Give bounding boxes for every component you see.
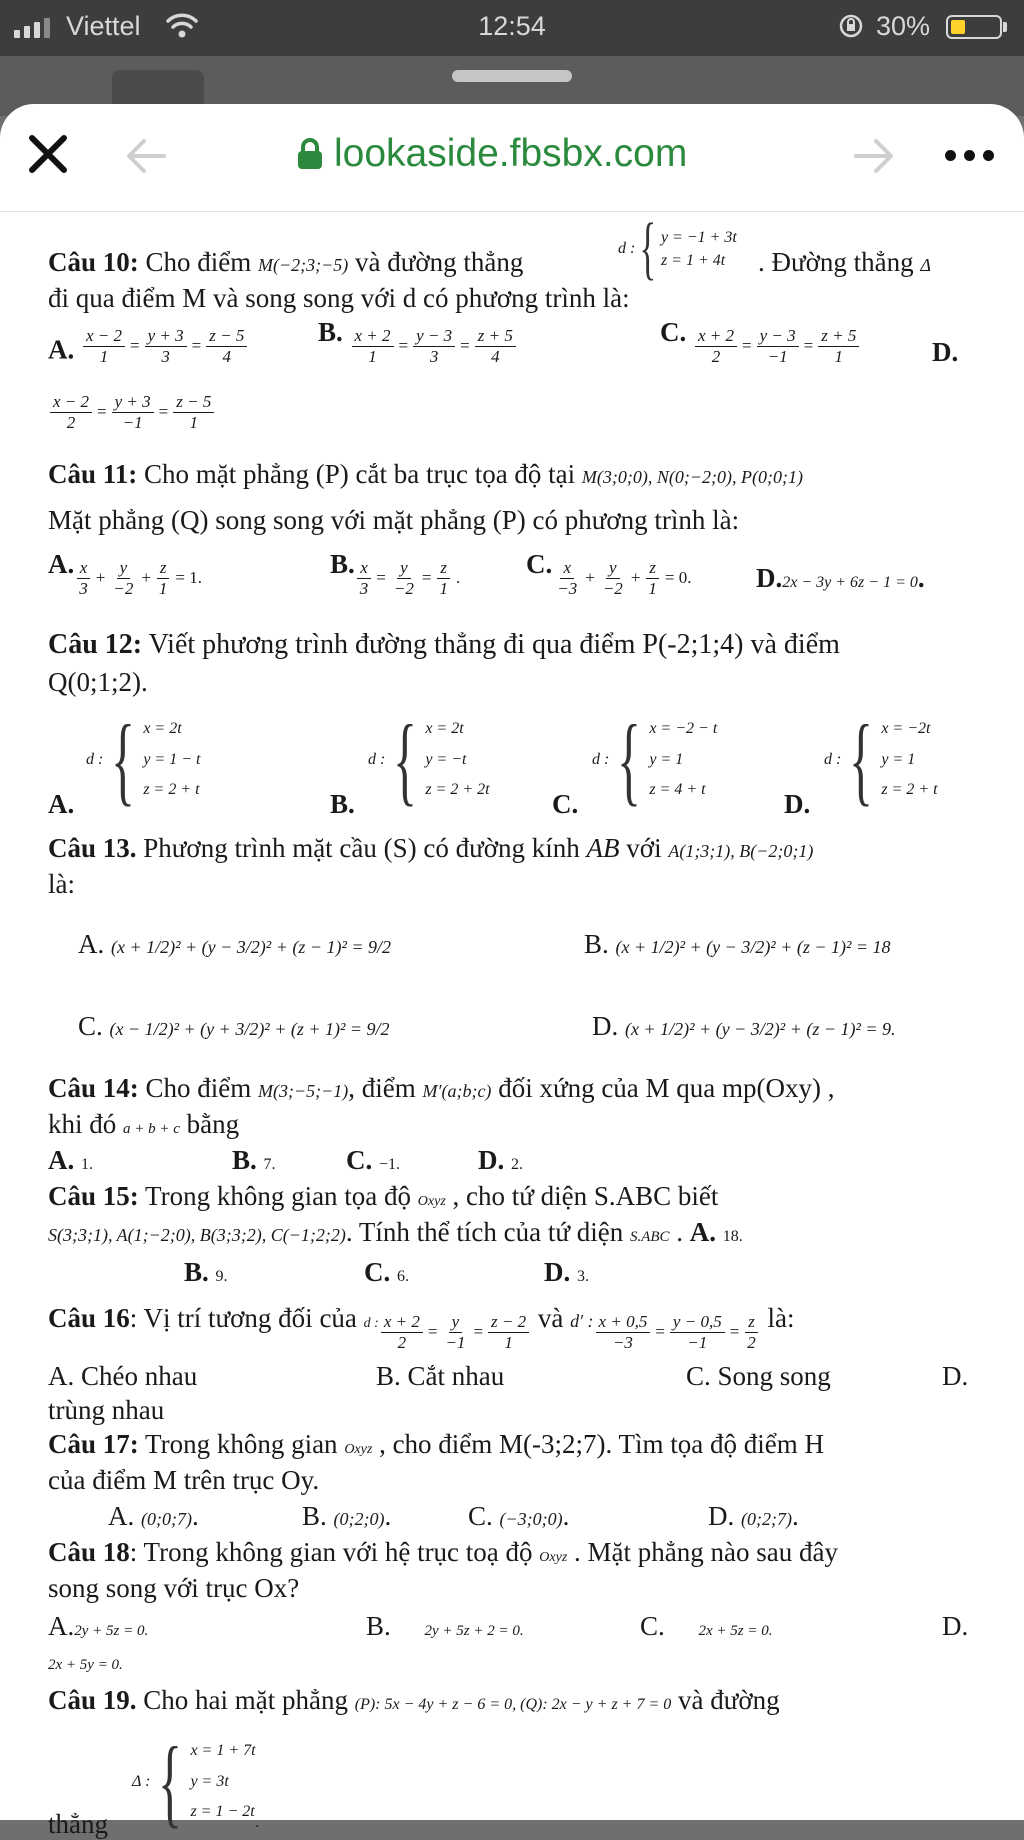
- q10-option-d[interactable]: D.: [932, 337, 959, 367]
- forward-arrow-icon[interactable]: [852, 136, 896, 176]
- fraction: $\frac{z - 5}{1}$: [173, 392, 214, 432]
- fraction: $\frac{z - 5}{4}$: [206, 326, 247, 366]
- operator: =: [655, 1321, 665, 1341]
- back-arrow-icon[interactable]: [124, 136, 168, 176]
- fraction: $\frac{x + 2}{2}$: [381, 1312, 423, 1352]
- rotation-lock-icon: [838, 13, 864, 39]
- q12-option-a[interactable]: A. d : { x = 2t y = 1 − t z = 2 + t: [48, 704, 201, 819]
- q11-stem-2: Mặt phẳng (Q) song song với mặt phẳng (P) có phương trình là:: [48, 505, 740, 535]
- operator: =: [130, 335, 140, 355]
- fraction: $\frac{y}{-2}$: [113, 558, 134, 598]
- fraction: $\frac{y + 3}{3}$: [145, 326, 187, 366]
- q19-line-system: thẳng Δ : { x = 1 + 7t y = 3t z = 1 − 2t .: [48, 1726, 260, 1839]
- q15-stem-2: S(3;3;1), A(1;−2;0), B(3;3;2), C(−1;2;2). Tính thể tích của tứ diện S.ABC . A. 18.: [48, 1217, 743, 1247]
- fraction: $\frac{x}{3}$: [76, 558, 91, 598]
- operator: +: [585, 567, 595, 587]
- q16-option-a[interactable]: A. Chéo nhau: [48, 1361, 198, 1391]
- fraction: $\frac{x + 2}{1}$: [352, 326, 394, 366]
- q13-stem: Câu 13. Phương trình mặt cầu (S) có đường kính AB với A(1;3;1), B(−2;0;1): [48, 833, 814, 863]
- q11-option-d[interactable]: D.2x − 3y + 6z − 1 = 0.: [756, 563, 925, 593]
- q11-option-a[interactable]: A. $\frac{x}{3}$ + $\frac{y}{-2}$ + $\frac{z}{1}$ = 1.: [48, 549, 203, 598]
- fraction: $\frac{x}{3}$: [357, 558, 372, 598]
- q14-stem-2: khi đó a + b + c bằng: [48, 1109, 240, 1139]
- q14-option-c[interactable]: C. −1.: [346, 1145, 401, 1175]
- q10-stem-2: đi qua điểm M và song song với d có phương trình là:: [48, 283, 630, 313]
- q12-stem: Câu 12: Viết phương trình đường thẳng đi qua điểm P(-2;1;4) và điểm: [48, 629, 840, 660]
- q18-option-d-value: 2x + 5y = 0.: [48, 1657, 123, 1673]
- q11-stem: Câu 11: Cho mặt phẳng (P) cắt ba trục tọa độ tại M(3;0;0), N(0;−2;0), P(0;0;1): [48, 459, 803, 489]
- operator: =: [473, 1321, 484, 1341]
- q18-option-c[interactable]: C. 2x + 5z = 0.: [640, 1611, 773, 1641]
- operator: =: [421, 567, 432, 587]
- more-menu-icon[interactable]: [945, 150, 994, 161]
- q10-stem-end: . Đường thẳng Δ: [758, 247, 931, 277]
- q10-stem: Câu 10: Cho điểm M(−2;3;−5) và đường thẳng: [48, 247, 524, 277]
- q13-stem-2: là:: [48, 869, 75, 899]
- operator: =: [158, 401, 169, 421]
- q16-option-d[interactable]: D.: [942, 1361, 969, 1391]
- q15-stem: Câu 15: Trong không gian tọa độ Oxyz , cho tứ diện S.ABC biết: [48, 1181, 719, 1211]
- q16-option-d-value: trùng nhau: [48, 1395, 165, 1425]
- fraction: $\frac{z}{1}$: [436, 558, 451, 598]
- q15-option-b[interactable]: B. 9.: [184, 1257, 228, 1287]
- q17-stem-2: của điểm M trên trục Oy.: [48, 1465, 320, 1495]
- q10-option-b[interactable]: B. $\frac{x + 2}{1}$ = $\frac{y - 3}{3}$ = $\frac{z + 5}{4}$: [318, 316, 518, 366]
- q10-option-a[interactable]: A. $\frac{x - 2}{1}$ = $\frac{y + 3}{3}$ = $\frac{z - 5}{4}$: [48, 316, 249, 366]
- q14-option-a[interactable]: A. 1.: [48, 1145, 93, 1175]
- q19-stem: Câu 19. Cho hai mặt phẳng (P): 5x − 4y + z − 6 = 0, (Q): 2x − y + z + 7 = 0 và đường: [48, 1685, 780, 1715]
- q13-option-d[interactable]: D. (x + 1/2)² + (y − 3/2)² + (z − 1)² = 9.: [592, 1011, 896, 1041]
- operator: =: [191, 335, 202, 355]
- lock-icon: [296, 137, 324, 171]
- q12-option-c[interactable]: C. d : { x = −2 − t y = 1 z = 4 + t: [552, 704, 718, 819]
- q10-option-c[interactable]: C. $\frac{x + 2}{2}$ = $\frac{y - 3}{-1}$ = $\frac{z + 5}{1}$: [660, 316, 861, 366]
- clock: 12:54: [478, 11, 546, 41]
- fraction: $\frac{y}{-1}$: [445, 1312, 466, 1352]
- battery-percent: 30%: [876, 11, 931, 41]
- q10-option-d-value: [48, 382, 216, 432]
- q18-stem-2: song song với trục Ox?: [48, 1573, 300, 1603]
- fraction: $\frac{z + 5}{1}$: [818, 326, 859, 366]
- q18-option-d[interactable]: D.: [942, 1611, 969, 1641]
- q17-option-d[interactable]: D. (0;2;7).: [708, 1501, 799, 1531]
- fraction: $\frac{z + 5}{4}$: [475, 326, 516, 366]
- q14-option-b[interactable]: B. 7.: [232, 1145, 276, 1175]
- fraction: $\frac{x + 0,5}{-3}$: [596, 1312, 651, 1352]
- fraction: $\frac{y}{-2}$: [393, 558, 414, 598]
- operator: +: [141, 567, 151, 587]
- sheet-grabber[interactable]: [452, 70, 572, 82]
- q17-option-c[interactable]: C. (−3;0;0).: [468, 1501, 570, 1531]
- q12-option-b[interactable]: B. d : { x = 2t y = −t z = 2 + 2t: [330, 704, 490, 819]
- q16-option-b[interactable]: B. Cắt nhau: [376, 1361, 505, 1391]
- q16-stem: Câu 16: Vị trí tương đối của d : $\frac{x + 2}{2}$ = $\frac{y}{-1}$ = $\frac{z - 2}{1}$ và d′ : $\frac{x + 0,5}{-3}$ = $\frac{y - 0,5}{-1}$ = $\frac{z}{2}$ là:: [48, 1303, 795, 1352]
- address-bar[interactable]: [296, 132, 687, 176]
- fraction: $\frac{x + 2}{2}$: [695, 326, 737, 366]
- operator: =: [97, 401, 107, 421]
- fraction: $\frac{z}{2}$: [744, 1312, 759, 1352]
- q13-option-a[interactable]: A. (x + 1/2)² + (y − 3/2)² + (z − 1)² = 9/2: [78, 929, 392, 959]
- operator: =: [398, 335, 409, 355]
- q15-option-c[interactable]: C. 6.: [364, 1257, 409, 1287]
- fraction: $\frac{y - 3}{-1}$: [757, 326, 799, 366]
- q17-option-a[interactable]: A. (0;0;7).: [108, 1501, 199, 1531]
- fraction: $\frac{x - 2}{2}$: [50, 392, 92, 432]
- q14-option-d[interactable]: D. 2.: [478, 1145, 523, 1175]
- document-image: [0, 210, 1024, 1839]
- carrier-name: Viettel: [66, 11, 141, 41]
- q18-option-a[interactable]: A.2y + 5z = 0.: [48, 1611, 149, 1641]
- q10-line-system: d : { y = −1 + 3t z = 1 + 4t: [618, 210, 737, 287]
- q12-stem-2: Q(0;1;2).: [48, 667, 148, 697]
- q18-stem: Câu 18: Trong không gian với hệ trục toạ độ Oxyz . Mặt phẳng nào sau đây: [48, 1537, 838, 1567]
- operator: =: [729, 1321, 740, 1341]
- operator: +: [630, 567, 641, 587]
- operator: =: [427, 1321, 438, 1341]
- q14-stem: Câu 14: Cho điểm M(3;−5;−1), điểm M′(a;b;c) đối xứng của M qua mp(Oxy) ,: [48, 1073, 835, 1103]
- q18-option-b[interactable]: B. 2y + 5z + 2 = 0.: [366, 1611, 524, 1641]
- q13-option-b[interactable]: B. (x + 1/2)² + (y − 3/2)² + (z − 1)² = 18: [584, 929, 891, 959]
- fraction: $\frac{y - 0,5}{-1}$: [670, 1312, 725, 1352]
- fraction: $\frac{z - 2}{1}$: [488, 1312, 529, 1352]
- browser-sheet: [0, 104, 1024, 1839]
- q11-option-c[interactable]: C. $\frac{x}{-3}$ + $\frac{y}{-2}$ + $\frac{z}{1}$ = 0.: [526, 549, 692, 598]
- fraction: $\frac{x}{-3}$: [557, 558, 578, 598]
- fraction: $\frac{y - 3}{3}$: [413, 326, 455, 366]
- q17-stem: Câu 17: Trong không gian Oxyz , cho điểm M(-3;2;7). Tìm tọa độ điểm H: [48, 1429, 824, 1459]
- close-icon[interactable]: [26, 132, 70, 176]
- operator: =: [460, 335, 470, 355]
- fraction: $\frac{z}{1}$: [645, 558, 660, 598]
- operator: =: [376, 567, 386, 587]
- operator: +: [95, 567, 106, 587]
- status-bar: [0, 0, 1024, 56]
- fraction: $\frac{y}{-2}$: [602, 558, 623, 598]
- fraction: $\frac{y + 3}{-1}$: [112, 392, 154, 432]
- fraction: $\frac{z}{1}$: [156, 558, 171, 598]
- battery-icon: [946, 15, 1002, 39]
- operator: =: [803, 335, 814, 355]
- q13-option-c[interactable]: C. (x − 1/2)² + (y + 3/2)² + (z + 1)² = 9/2: [78, 1011, 390, 1041]
- operator: =: [742, 335, 752, 355]
- url-text: lookaside.fbsbx.com: [334, 132, 688, 175]
- q16-option-c[interactable]: C. Song song: [686, 1361, 831, 1391]
- q15-option-d[interactable]: D. 3.: [544, 1257, 589, 1287]
- browser-toolbar: [0, 104, 1024, 212]
- q12-option-d[interactable]: D. d : { x = −2t y = 1 z = 2 + t: [784, 704, 938, 819]
- q17-option-b[interactable]: B. (0;2;0).: [302, 1501, 392, 1531]
- fraction: $\frac{x - 2}{1}$: [83, 326, 125, 366]
- q11-option-b[interactable]: B. $\frac{x}{3}$ = $\frac{y}{-2}$ = $\frac{z}{1}$ .: [330, 549, 461, 598]
